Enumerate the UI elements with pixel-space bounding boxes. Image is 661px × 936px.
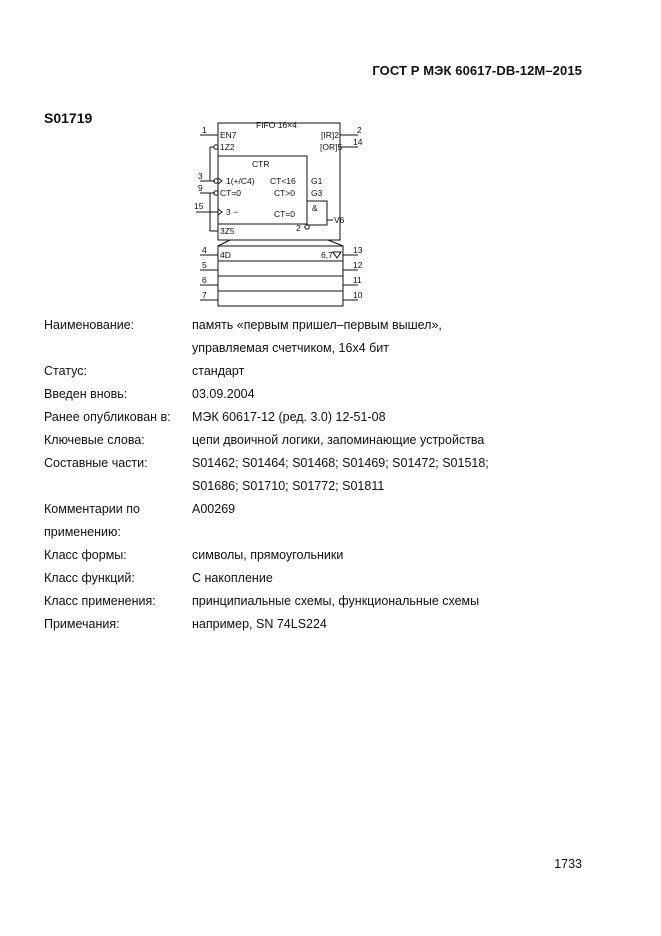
property-value: S01462; S01464; S01468; S01469; S01472; S01518; [192, 456, 489, 470]
property-label: Статус: [44, 364, 87, 378]
symbol-code: S01719 [44, 110, 93, 126]
pin-4-number: 4 [202, 245, 207, 255]
label-out: 6,7 [321, 250, 333, 260]
property-label: Класс формы: [44, 548, 127, 562]
property-value: стандарт [192, 364, 245, 378]
property-row-application [44, 590, 524, 613]
label-ctgt: CT>0 [274, 188, 296, 198]
property-label: Составные части: [44, 456, 148, 470]
property-label: Класс применения: [44, 594, 156, 608]
property-label: Ранее опубликован в: [44, 410, 171, 424]
property-row-name-cont [44, 337, 524, 360]
property-row-name [44, 314, 524, 337]
pin-7-number: 7 [202, 290, 207, 300]
property-row-notes [44, 613, 524, 636]
property-value: цепи двоичной логики, запоминающие устройства [192, 433, 485, 447]
property-row-function [44, 567, 524, 590]
symbol-title: FIFO 16×4 [256, 120, 297, 130]
properties-table [44, 314, 524, 636]
label-en7: EN7 [220, 130, 237, 140]
property-row-shape [44, 544, 524, 567]
property-row-parts [44, 452, 524, 475]
pin-6-number: 6 [202, 275, 207, 285]
property-value: МЭК 60617-12 (ред. 3.0) 12-51-08 [192, 410, 386, 424]
label-1z2: 1Z2 [220, 142, 235, 152]
fifo-symbol-diagram [190, 115, 365, 310]
label-c4: 1(+/C4) [226, 176, 255, 186]
property-row-comments-cont [44, 521, 524, 544]
label-ct0: CT=0 [220, 188, 242, 198]
label-ir: [IR]2 [321, 130, 339, 140]
pin-13-number: 13 [353, 245, 363, 255]
pin-2-number: 2 [357, 125, 362, 135]
property-label: Наименование: [44, 318, 135, 332]
pin-10-number: 10 [353, 290, 363, 300]
label-two: 2 [296, 223, 301, 233]
property-row-introduced [44, 383, 524, 406]
property-value: память «первым пришел–первым вышел», [192, 318, 442, 332]
label-g1: G1 [311, 176, 323, 186]
property-value: символы, прямоугольники [192, 548, 344, 562]
property-value: например, SN 74LS224 [192, 617, 327, 631]
label-and: & [312, 203, 318, 213]
pin-15-number: 15 [194, 201, 204, 211]
property-value: A00269 [192, 502, 236, 516]
label-or: [OR]5 [320, 142, 343, 152]
property-label: Класс функций: [44, 571, 135, 585]
property-row-comments [44, 498, 524, 521]
property-value: принципиальные схемы, функциональные схемы [192, 594, 480, 608]
pin-11-number: 11 [353, 275, 362, 285]
label-4d: 4D [220, 250, 231, 260]
property-value: С накопление [192, 571, 273, 585]
property-label: Введен вновь: [44, 387, 128, 401]
label-v6: V6 [334, 215, 345, 225]
label-ct16: CT<16 [270, 176, 296, 186]
label-ctr: CTR [252, 159, 270, 169]
pin-3-number: 3 [198, 171, 203, 181]
pin-1-number: 1 [202, 125, 207, 135]
property-value: S01686; S01710; S01772; S01811 [192, 479, 385, 493]
pin-9-number: 9 [198, 183, 203, 193]
label-minus: 3 − [226, 207, 239, 217]
property-row-parts-cont [44, 475, 524, 498]
property-label: применению: [44, 525, 121, 539]
property-label: Примечания: [44, 617, 120, 631]
pin-15-dynamic-input [218, 209, 222, 215]
label-cteq0: CT=0 [274, 209, 296, 219]
property-row-published [44, 406, 524, 429]
label-g3: G3 [311, 188, 323, 198]
property-value: 03.09.2004 [192, 387, 255, 401]
pin-12-number: 12 [353, 260, 363, 270]
pin-14-number: 14 [353, 137, 363, 147]
property-value: управляемая счетчиком, 16х4 бит [192, 341, 390, 355]
property-label: Комментарии по [44, 502, 140, 516]
property-row-keywords [44, 429, 524, 452]
property-row-status [44, 360, 524, 383]
label-3z5: 3Z5 [220, 226, 235, 236]
page-number: 1733 [554, 857, 582, 871]
tristate-output-icon [333, 252, 341, 258]
pin-5-number: 5 [202, 260, 207, 270]
property-label: Ключевые слова: [44, 433, 145, 447]
document-standard-header: ГОСТ Р МЭК 60617-DB-12M–2015 [372, 63, 582, 78]
